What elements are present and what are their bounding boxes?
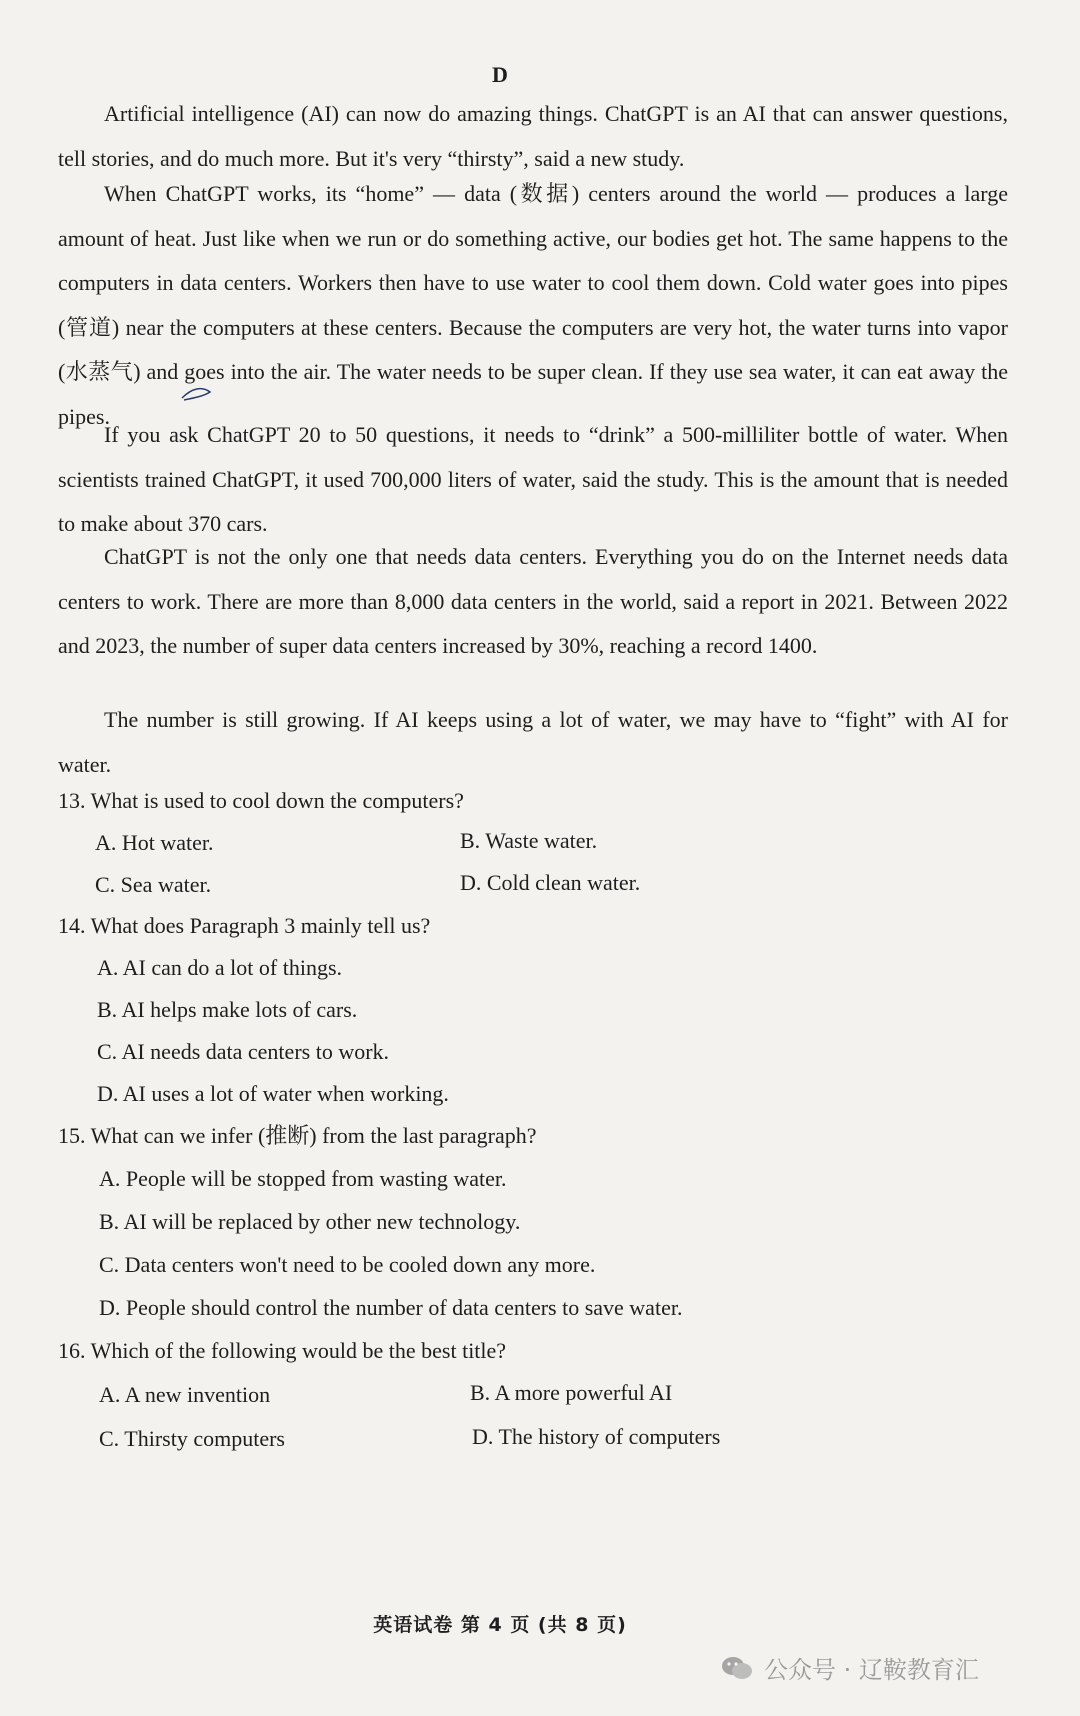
- q16-option-a[interactable]: A. A new invention: [99, 1382, 271, 1407]
- q14-option-a[interactable]: A. AI can do a lot of things.: [97, 955, 343, 980]
- passage-paragraph-4: ChatGPT is not the only one that needs data centers. Everything you do on the Internet needs data centers to work. There are more than 8,000 data centers in the world, said a report in 2021. Between 2022 and 2023, the number of super data centers increased by 30%, reaching a record 1400.: [58, 544, 1008, 658]
- q14-option-b[interactable]: B. AI helps make lots of cars.: [97, 997, 358, 1022]
- question-14: 14. What does Paragraph 3 mainly tell us?: [58, 913, 431, 938]
- q16-option-b[interactable]: B. A more powerful AI: [470, 1380, 673, 1405]
- page-footer: 英语试卷 第 4 页 (共 8 页): [373, 1614, 627, 1636]
- passage-paragraph-3: If you ask ChatGPT 20 to 50 questions, it needs to “drink” a 500-milliliter bottle of water. When scientists trained ChatGPT, it used 700,000 liters of water, said the study. This is the amount that is needed to make about 370 cars.: [58, 422, 1008, 536]
- q15-option-b[interactable]: B. AI will be replaced by other new technology.: [99, 1209, 521, 1234]
- q16-option-c[interactable]: C. Thirsty computers: [99, 1426, 285, 1451]
- q13-option-c[interactable]: C. Sea water.: [95, 872, 212, 897]
- watermark-text: 公众号 · 辽鞍教育汇: [764, 1656, 979, 1684]
- q13-option-d[interactable]: D. Cold clean water.: [460, 870, 641, 895]
- section-heading: D: [492, 62, 508, 87]
- passage-paragraph-1: Artificial intelligence (AI) can now do amazing things. ChatGPT is an AI that can answer questions, tell stories, and do much more. But it's very “thirsty”, said a new study.: [58, 101, 1008, 171]
- passage-paragraph-2: When ChatGPT works, its “home” — data (数据) centers around the world — produces a large amount of heat. Just like when we run or do something active, our bodies get hot. The same happens to the computers in data centers. Workers then have to use water to cool them down. Cold water goes into pipes (管道) near the computers at these centers. Because the computers are very hot, the water turns into vapor (水蒸气) and goes into the air. The water needs to be super clean. If they use sea water, it can eat away the pipes.: [58, 181, 1008, 429]
- question-15: 15. What can we infer (推断) from the last paragraph?: [58, 1123, 537, 1148]
- question-16: 16. Which of the following would be the best title?: [58, 1338, 507, 1363]
- q13-option-b[interactable]: B. Waste water.: [460, 828, 598, 853]
- q15-option-a[interactable]: A. People will be stopped from wasting water.: [99, 1166, 507, 1191]
- watermark: [720, 1650, 979, 1685]
- pen-mark-icon: [180, 384, 220, 402]
- q14-option-d[interactable]: D. AI uses a lot of water when working.: [97, 1081, 449, 1106]
- q14-option-c[interactable]: C. AI needs data centers to work.: [97, 1039, 390, 1064]
- q15-option-c[interactable]: C. Data centers won't need to be cooled down any more.: [99, 1252, 596, 1277]
- q16-option-d[interactable]: D. The history of computers: [472, 1424, 721, 1449]
- q13-option-a[interactable]: A. Hot water.: [95, 830, 214, 855]
- wechat-icon: [720, 1654, 754, 1682]
- passage-paragraph-5: The number is still growing. If AI keeps using a lot of water, we may have to “fight” with AI for water.: [58, 707, 1008, 777]
- question-13: 13. What is used to cool down the computers?: [58, 788, 464, 813]
- q15-option-d[interactable]: D. People should control the number of data centers to save water.: [99, 1295, 683, 1320]
